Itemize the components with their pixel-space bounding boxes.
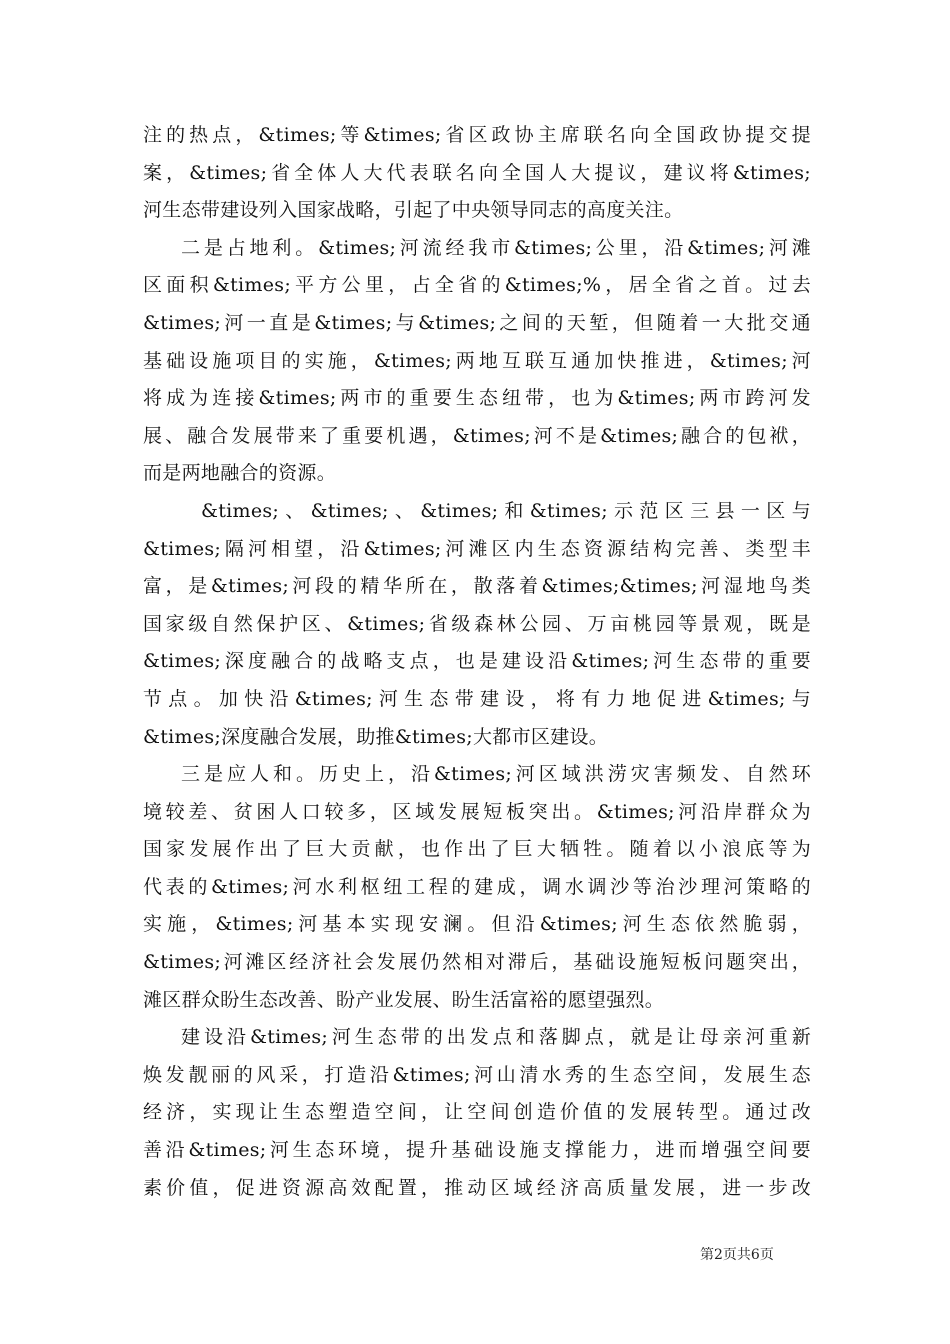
text-line: 滩区群众盼生态改善、盼产业发展、盼生活富裕的愿望强烈。 bbox=[143, 988, 665, 1011]
text-line: 国家级自然保护区、&times;省级森林公园、万亩桃园等景观，既是 bbox=[143, 612, 811, 635]
text-line: 节点。加快沿&times;河生态带建设，将有力地促进&times;与 bbox=[143, 687, 811, 710]
text-line: 素价值，促进资源高效配置，推动区域经济高质量发展，进一步改 bbox=[143, 1176, 811, 1199]
text-line: 而是两地融合的资源。 bbox=[143, 462, 337, 485]
text-line: 区面积&times;平方公里，占全省的&times;%，居全省之首。过去 bbox=[143, 274, 811, 297]
text-line: 河生态带建设列入国家战略，引起了中央领导同志的高度关注。 bbox=[143, 199, 684, 222]
page-number: 第2页共6页 bbox=[700, 1247, 774, 1263]
text-line: &times;河一直是&times;与&times;之间的天堑，但随着一大批交通 bbox=[143, 311, 811, 334]
text-line: 经济，实现让生态塑造空间，让空间创造价值的发展转型。通过改 bbox=[143, 1101, 811, 1124]
text-line: 二是占地利。&times;河流经我市&times;公里，沿&times;河滩 bbox=[181, 236, 811, 259]
text-line: 善沿&times;河生态环境，提升基础设施支撑能力，进而增强空间要 bbox=[143, 1139, 811, 1162]
text-line: 将成为连接&times;两市的重要生态纽带，也为&times;两市跨河发 bbox=[143, 387, 811, 410]
text-line: &times;隔河相望，沿&times;河滩区内生态资源结构完善、类型丰 bbox=[143, 537, 811, 560]
text-line: 富，是&times;河段的精华所在，散落着&times;&times;河湿地鸟类 bbox=[143, 575, 811, 598]
text-line: 国家发展作出了巨大贡献，也作出了巨大牺牲。随着以小浪底等为 bbox=[143, 838, 811, 861]
text-line: &times;河滩区经济社会发展仍然相对滞后，基础设施短板问题突出， bbox=[143, 951, 811, 974]
text-line: &times;、&times;、&times;和&times;示范区三县一区与 bbox=[201, 499, 811, 522]
text-line: &times;深度融合的战略支点，也是建设沿&times;河生态带的重要 bbox=[143, 650, 811, 673]
text-line: 建设沿&times;河生态带的出发点和落脚点，就是让母亲河重新 bbox=[181, 1026, 811, 1049]
text-line: 实施，&times;河基本实现安澜。但沿&times;河生态依然脆弱， bbox=[143, 913, 811, 936]
text-line: 注的热点，&times;等&times;省区政协主席联名向全国政协提交提 bbox=[143, 124, 811, 146]
text-line: 三是应人和。历史上，沿&times;河区域洪涝灾害频发、自然环 bbox=[181, 763, 811, 786]
body-text bbox=[143, 117, 811, 1207]
text-line: 焕发靓丽的风采，打造沿&times;河山清水秀的生态空间，发展生态 bbox=[143, 1063, 811, 1086]
text-line: 境较差、贫困人口较多，区域发展短板突出。&times;河沿岸群众为 bbox=[143, 800, 811, 823]
text-line: 基础设施项目的实施，&times;两地互联互通加快推进，&times;河 bbox=[143, 349, 811, 372]
text-line: 展、融合发展带来了重要机遇，&times;河不是&times;融合的包袱， bbox=[143, 424, 811, 447]
text-line: 代表的&times;河水利枢纽工程的建成，调水调沙等治沙理河策略的 bbox=[143, 875, 811, 898]
text-line: 案，&times;省全体人大代表联名向全国人大提议，建议将&times; bbox=[143, 161, 811, 184]
text-line: &times;深度融合发展，助推&times;大都市区建设。 bbox=[143, 725, 609, 748]
